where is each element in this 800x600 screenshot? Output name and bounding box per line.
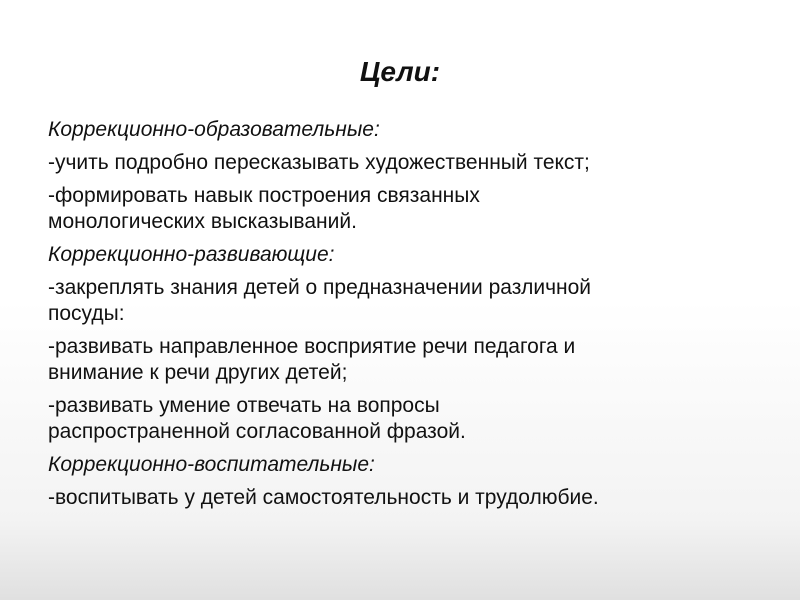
goal-item-answering-questions: -развивать умение отвечать на вопросы распространенной согласованной фразой. — [48, 394, 466, 443]
goal-item-retelling: -учить подробно пересказывать художественный текст; — [48, 151, 590, 174]
slide-content — [48, 117, 768, 518]
goal-item-dishes-knowledge: -закреплять знания детей о предназначении различной посуды: — [48, 276, 592, 325]
goal-item-speech-perception: -развивать направленное восприятие речи педагога и внимание к речи других детей; — [48, 335, 576, 384]
goal-item-monologue: -формировать навык построения связанных монологических высказываний. — [48, 184, 480, 233]
section-heading-correctional-upbringing: Коррекционно-воспитательные: — [48, 453, 375, 476]
section-heading-correctional-educational: Коррекционно-образовательные: — [48, 118, 380, 141]
goal-item-independence: -воспитывать у детей самостоятельность и трудолюбие. — [48, 486, 599, 509]
section-heading-correctional-developmental: Коррекционно-развивающие: — [48, 243, 335, 266]
slide-title: Цели: — [359, 56, 441, 87]
